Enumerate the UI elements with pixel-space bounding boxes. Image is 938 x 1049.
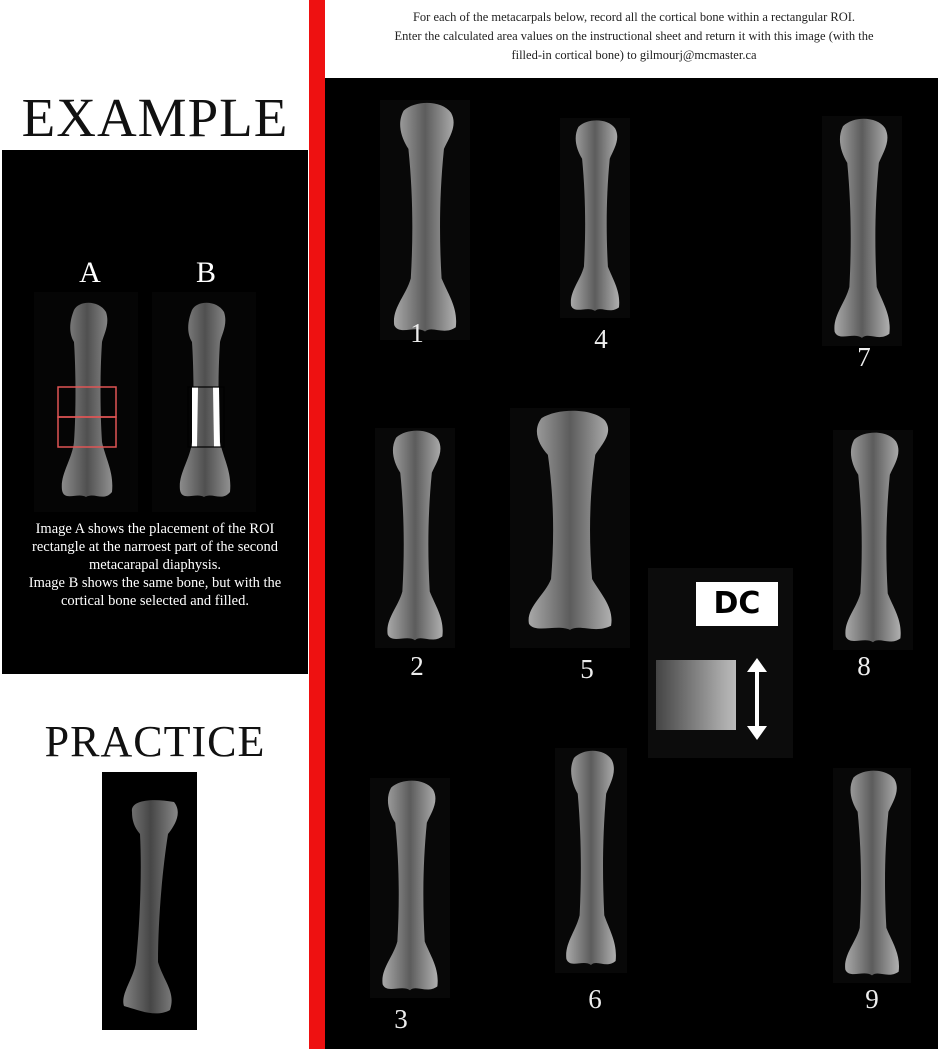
instructions-line-3: filled-in cortical bone) to gilmourj@mcmaster.ca — [511, 48, 757, 62]
metacarpal-bone-7 — [822, 116, 902, 346]
metacarpal-bone-4 — [560, 118, 630, 318]
bone-number-6: 6 — [588, 984, 602, 1014]
red-divider — [309, 0, 325, 1049]
example-heading: EXAMPLE — [21, 87, 289, 148]
practice-xray — [102, 772, 197, 1030]
metacarpal-bone-8 — [833, 430, 913, 650]
metacarpal-bone-3 — [370, 778, 450, 998]
metacarpal-bone-6 — [555, 748, 627, 973]
bone-tile-6 — [555, 748, 627, 973]
bone-tile-3 — [370, 778, 450, 998]
dc-marker: DC — [696, 582, 778, 626]
example-caption-b: Image B shows the same bone, but with the cortical bone selected and filled. — [28, 575, 282, 609]
instructions-line-2: Enter the calculated area values on the instructional sheet and return it with this image (with the — [394, 29, 874, 43]
bone-number-7: 7 — [857, 342, 871, 372]
bone-number-5: 5 — [580, 654, 594, 684]
bone-number-9: 9 — [865, 984, 879, 1014]
metacarpal-xray-panel — [325, 78, 938, 1049]
metacarpal-bone-a — [34, 292, 138, 512]
image-b-label: B — [195, 256, 216, 289]
bone-number-3: 3 — [394, 1004, 408, 1034]
cortical-fill-right — [213, 387, 220, 447]
example-caption-a: Image A shows the placement of the ROI rectangle at the narroest part of the second metacarapal diaphysis. — [32, 521, 278, 573]
metacarpal-bone-5 — [510, 408, 630, 638]
bone-tile-2 — [375, 428, 455, 648]
example-caption — [10, 520, 300, 610]
cortical-fill-left — [192, 387, 198, 447]
double-arrow-vertical-icon — [742, 658, 772, 740]
bone-tile-5 — [510, 408, 630, 648]
bone-tile-4 — [560, 118, 630, 318]
metacarpal-bone-2 — [375, 428, 455, 648]
bone-tile-9 — [833, 768, 911, 983]
metacarpal-bone-1 — [380, 100, 470, 340]
bone-number-8: 8 — [857, 651, 871, 681]
bone-number-4: 4 — [594, 324, 608, 354]
image-a-label: A — [79, 256, 101, 289]
bone-tile-8 — [833, 430, 913, 650]
practice-heading: PRACTICE — [44, 717, 266, 766]
example-xray-b — [152, 292, 256, 512]
instructions — [330, 8, 938, 65]
bone-number-2: 2 — [410, 651, 424, 681]
bone-tile-1 — [380, 100, 470, 340]
calibration-panel — [648, 568, 793, 758]
metacarpal-bone-9 — [833, 768, 911, 983]
instructions-line-1: For each of the metacarpals below, record all the cortical bone within a rectangular ROI. — [412, 10, 856, 24]
practice-metacarpal-bone — [102, 772, 197, 1030]
bone-number-1: 1 — [410, 318, 424, 348]
bone-tile-7 — [822, 116, 902, 346]
grayscale-wedge — [656, 660, 736, 730]
metacarpal-bone-b — [152, 292, 256, 512]
example-panel — [2, 150, 308, 674]
example-xray-a — [34, 292, 138, 512]
